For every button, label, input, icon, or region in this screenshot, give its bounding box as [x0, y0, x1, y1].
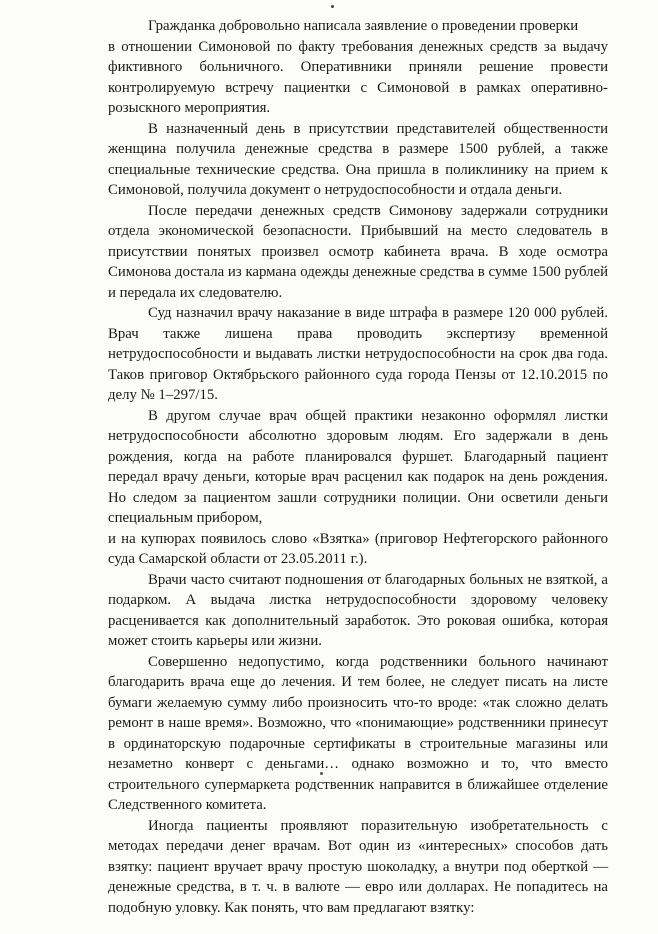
paragraph: Суд назначил врачу наказание в виде штрафа в размере 120 000 рублей. Врач также лишена права проводить экспертизу временной нетрудоспособности и выдавать листки нетрудоспособности на срок два года. Таков приговор Октябрьского районного суда города Пензы от 12.10.2015 по делу № 1–297/15. [108, 305, 608, 403]
paragraph: Гражданка добровольно написала заявление о проведении проверки в отношении Симоновой по факту требования денежных средств за выдачу фиктивного больничного. Оперативники приняли решение провести контролируемую встречу пациентки с Симоновой в рамках оперативно-розыскного мероприятия. [108, 18, 608, 116]
paragraph: После передачи денежных средств Симонову задержали сотрудники отдела экономической безопасности. Прибывший на место следователь в присутствии понятых произвел осмотр кабинета врача. В ходе осмотра Симонова достала из кармана одежды денежные средства в сумме 1500 рублей и передала их следователю. [108, 202, 608, 301]
paragraph: Врачи часто считают подношения от благодарных больных не взяткой, а подарком. А выдача листка нетрудоспособности здоровому человеку расценивается как дополнительный заработок. Это роковая ошибка, которая может стоить карьеры или жизни. [108, 571, 608, 649]
paragraph: В назначенный день в присутствии представителей общественности женщина получила денежные средства в размере 1500 рублей, а также специальные технические средства. Она пришла в поликлинику на прием к Симоновой, получила документ о нетрудоспособности и отдала деньги. [108, 120, 608, 198]
paragraph: Совершенно недопустимо, когда родственники больного начинают благодарить врача еще до лечения. И тем более, не следует писать на листе бумаги желаемую сумму либо произносить что-то вроде: «так сложно делать ремонт в наше время». Возможно, что «понимающие» родственники принесут в ординаторскую подарочные сертификаты в строительные магазины или незаметно конверт с деньгами… однако возможно и то, что вместо строительного супермаркета родственник направится в ближайшее отделение Следственного комитета. [108, 653, 608, 813]
paragraph: Иногда пациенты проявляют поразительную изобретательность с методах передачи денег врачам. Вот один из «интересных» способов дать взятку: пациент вручает врачу простую шоколадку, а внутри под оберткой — денежные средства, в т. ч. в валюте — евро или долларах. Не попадитесь на подобную уловку. Как понять, что вам предлагают взятку: [108, 817, 608, 916]
scan-speck [320, 772, 323, 775]
paragraph: В другом случае врач общей практики незаконно оформлял листки нетрудоспособности абсолютно здоровым людям. Его задержали в день рождения, когда на работе планировался фуршет. Благодарный пациент передал врачу деньги, которые врач расценил как подарок на день рождения. Но следом за пациентом зашли сотрудники полиции. Они осветили деньги специальным прибором, и на купюрах появилось слово «Взятка» (приговор Нефтегорского районного суда Самарской области от 23.05.2011 г.). [108, 407, 608, 567]
scan-speck [331, 5, 334, 8]
document-body [108, 16, 608, 918]
